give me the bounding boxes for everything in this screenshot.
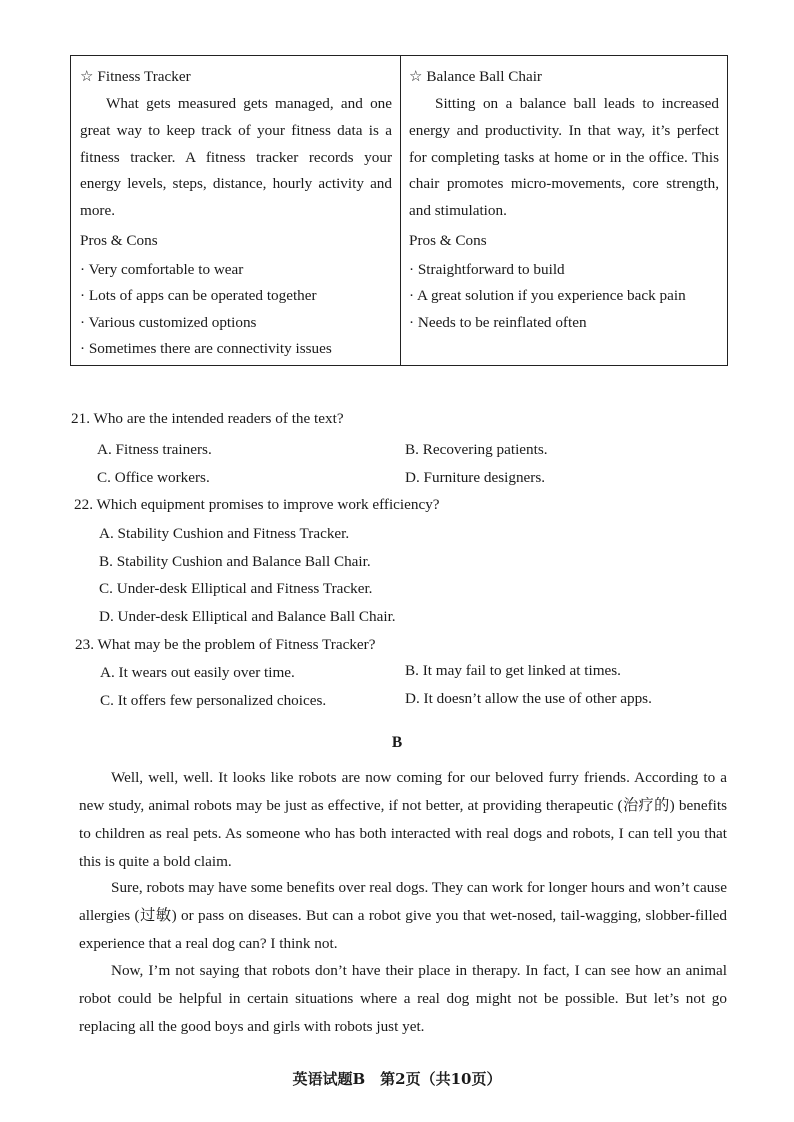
passage-paragraph-3 — [79, 957, 727, 1041]
pros-cons-item: · Sometimes there are connectivity issues — [80, 340, 332, 358]
product-comparison-table — [70, 55, 728, 366]
page-footer: 英语试题B 第2页（共10页） — [292, 1070, 502, 1088]
question-23-option-c: C. It offers few personalized choices. — [100, 692, 327, 709]
passage-paragraph-1 — [79, 764, 727, 876]
section-heading: B — [391, 734, 403, 751]
balance-ball-chair-cell — [401, 56, 727, 365]
pros-cons-item: · A great solution if you experience back pain — [409, 287, 686, 305]
balance-ball-chair-pros-cons-label: Pros & Cons — [409, 231, 487, 249]
pros-cons-item: · Needs to be reinflated often — [409, 313, 587, 331]
fitness-tracker-cell — [71, 56, 401, 365]
question-22-option-b: B. Stability Cushion and Balance Ball Chair. — [99, 553, 371, 570]
fitness-tracker-description: What gets measured gets managed, and one great way to keep track of your fitness data is a fitness tracker. A fitness tracker records your energy levels, steps, distance, hourly activity and more. — [80, 95, 392, 220]
question-23-stem: 23. What may be the problem of Fitness Tracker? — [75, 636, 376, 653]
question-21-option-a: A. Fitness trainers. — [97, 441, 212, 458]
balance-ball-chair-title: ☆ Balance Ball Chair — [409, 68, 542, 85]
question-23-option-a: A. It wears out easily over time. — [100, 664, 295, 681]
question-22-option-a: A. Stability Cushion and Fitness Tracker. — [99, 525, 350, 542]
question-22-stem: 22. Which equipment promises to improve work efficiency? — [74, 496, 440, 513]
pros-cons-item: · Various customized options — [80, 313, 257, 331]
fitness-tracker-title: ☆ Fitness Tracker — [80, 68, 191, 85]
pros-cons-item: · Very comfortable to wear — [80, 260, 244, 278]
passage-paragraph-2 — [79, 874, 727, 958]
pros-cons-item: · Lots of apps can be operated together — [80, 287, 317, 305]
question-21-option-d: D. Furniture designers. — [405, 469, 546, 486]
question-21-option-b: B. Recovering patients. — [405, 441, 548, 458]
paragraph-text: Well, well, well. It looks like robots are now coming for our beloved furry friends. According to a new study, animal robots may be just as effective, if not better, at providing therapeutic (治疗的) benefits to children as real pets. As someone who has both interacted with real dogs and robots, I can tell you that this is quite a bold claim. — [79, 769, 727, 870]
question-22-option-d: D. Under-desk Elliptical and Balance Ball Chair. — [99, 608, 396, 625]
paragraph-text: Now, I’m not saying that robots don’t have their place in therapy. In fact, I can see how an animal robot could be helpful in certain situations where a real dog might not be possible. But let’s not go replacing all the good boys and girls with robots just yet. — [79, 962, 727, 1035]
question-23-option-d: D. It doesn’t allow the use of other apps. — [405, 690, 652, 707]
question-23-option-b: B. It may fail to get linked at times. — [405, 662, 621, 679]
paragraph-text: Sure, robots may have some benefits over real dogs. They can work for longer hours and won’t cause allergies (过敏) or pass on diseases. But can a robot give you that wet-nosed, tail-wagging, slobber-filled experience that a real dog can? I think not. — [79, 879, 727, 952]
question-21-option-c: C. Office workers. — [97, 469, 210, 486]
fitness-tracker-pros-cons-label: Pros & Cons — [80, 231, 158, 249]
question-22-option-c: C. Under-desk Elliptical and Fitness Tracker. — [99, 580, 373, 597]
balance-ball-chair-description: Sitting on a balance ball leads to increased energy and productivity. In that way, it’s perfect for completing tasks at home or in the office. This chair promotes micro-movements, core strength, and stimulation. — [409, 95, 719, 220]
pros-cons-item: · Straightforward to build — [409, 260, 565, 278]
question-21-stem: 21. Who are the intended readers of the text? — [71, 410, 344, 427]
